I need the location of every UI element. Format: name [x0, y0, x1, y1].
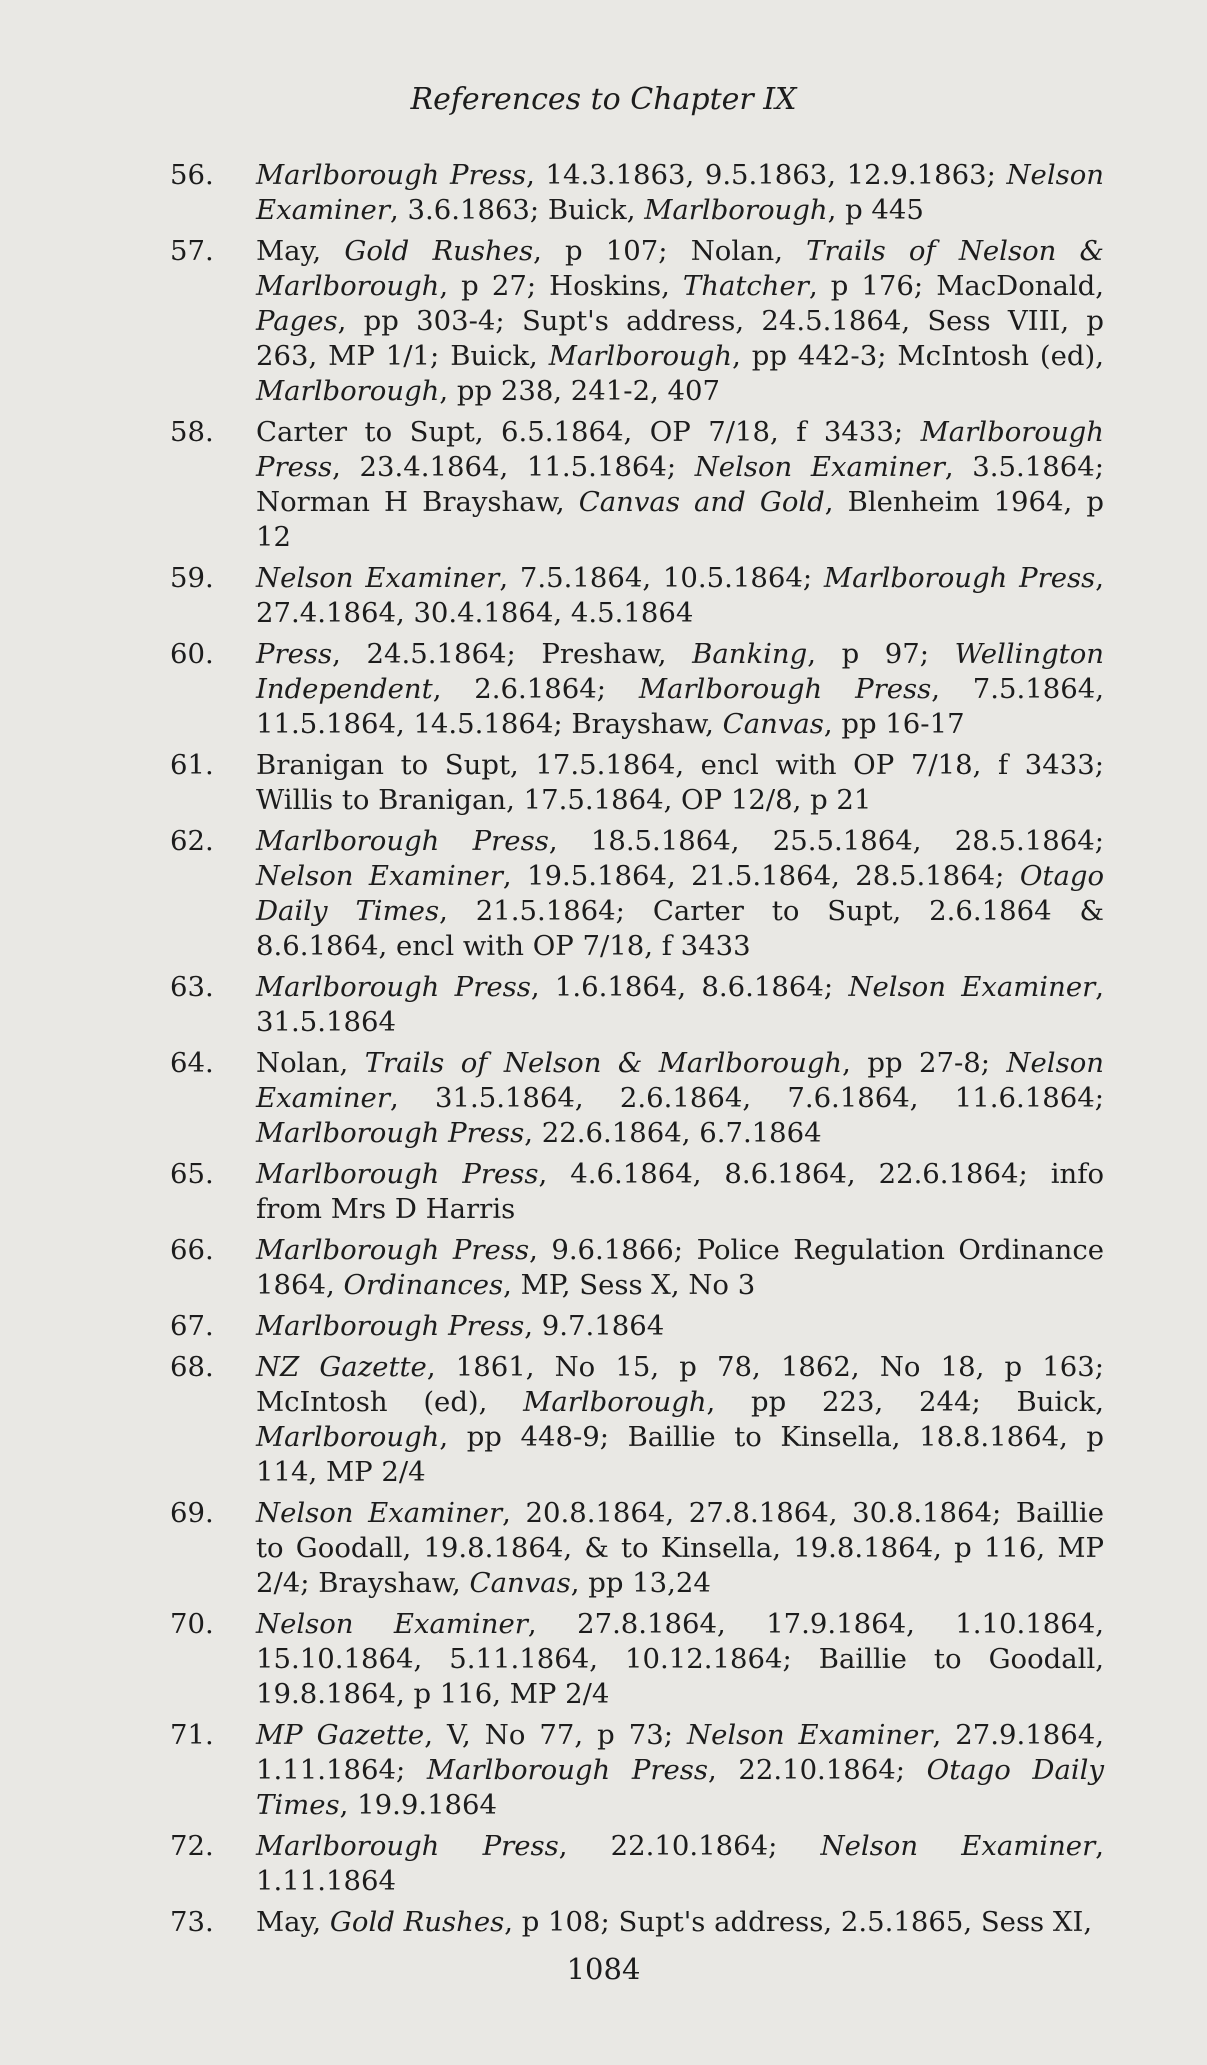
reference-note — [170, 1496, 1104, 1601]
note-text — [256, 1046, 1104, 1151]
citation-text: , 27.8.1864, 17.9.1864, 1.10.1864, 15.10.1864, 5.11.1864, 10.12.1864; Baillie to Goodall, 19.8.1864, p 116, MP 2/4 — [256, 1608, 1104, 1710]
reference-note — [170, 1157, 1104, 1227]
citation-text: , 22.6.1864, 6.7.1864 — [524, 1117, 822, 1149]
citation-text: , 4.6.1864, 8.6.1864, 22.6.1864; info from Mrs D Harris — [256, 1158, 1105, 1225]
note-number: 61. — [170, 749, 214, 781]
note-number: 60. — [170, 638, 214, 670]
cited-title: Marlborough Press — [256, 1830, 559, 1862]
citation-text: , 20.8.1864, 27.8.1864, 30.8.1864; Baillie to Goodall, 19.8.1864, & to Kinsella, 19.8.1864, p 116, MP 2/4; Brayshaw, — [256, 1497, 1104, 1599]
cited-title: Marlborough Press — [638, 673, 932, 705]
cited-title: Marlborough — [548, 340, 733, 372]
cited-title: Marlborough — [644, 194, 828, 226]
citation-text: Nolan, — [256, 1047, 365, 1079]
cited-title: Nelson Examiner — [256, 860, 503, 892]
note-text — [256, 1718, 1104, 1823]
citation-text: , 23.4.1864, 11.5.1864; — [332, 451, 695, 483]
note-text — [256, 748, 1104, 818]
citation-text: May, — [256, 1906, 330, 1938]
running-head: References to Chapter IX — [410, 82, 797, 117]
cited-title: Marlborough — [256, 375, 440, 407]
cited-title: Canvas — [469, 1567, 571, 1599]
cited-title: Gold Rushes — [344, 235, 534, 267]
citation-text: , 3.6.1863; Buick, — [389, 194, 645, 226]
cited-title: Canvas — [722, 708, 824, 740]
citation-text: , 2.6.1864; — [432, 673, 639, 705]
citation-text: May, — [256, 235, 345, 267]
reference-note — [170, 1607, 1104, 1712]
note-text — [256, 415, 1104, 555]
citation-text: , 7.5.1864, 10.5.1864; — [499, 562, 824, 594]
reference-note — [170, 1309, 1104, 1344]
cited-title: Otago Daily Times — [256, 860, 1104, 927]
note-text — [256, 824, 1104, 964]
note-number: 68. — [170, 1351, 214, 1383]
cited-title: Trails of Nelson & Marlborough — [364, 1047, 843, 1079]
cited-title: Trails of Nelson & Marlborough — [256, 235, 1105, 302]
citation-text: , p 176; MacDonald, — [808, 270, 1104, 302]
note-text — [256, 1350, 1104, 1490]
note-number: 59. — [170, 562, 214, 594]
cited-title: Pages — [256, 305, 338, 337]
cited-title: Marlborough Press — [256, 159, 527, 191]
citation-text: , pp 16-17 — [823, 708, 965, 740]
note-text — [256, 1233, 1104, 1303]
citation-text: , p 97; — [807, 638, 955, 670]
reference-note — [170, 1350, 1104, 1490]
citation-text: , 31.5.1864, 2.6.1864, 7.6.1864, 11.6.1864; — [389, 1082, 1104, 1114]
cited-title: Press — [256, 638, 333, 670]
note-number: 63. — [170, 971, 214, 1003]
cited-title: Marlborough — [523, 1386, 707, 1418]
citation-text: , V, No 77, p 73; — [424, 1719, 688, 1751]
cited-title: MP Gazette — [256, 1719, 425, 1751]
citation-text: , pp 27-8; — [842, 1047, 1007, 1079]
citation-text: , 1861, No 15, p 78, 1862, No 18, p 163; McIntosh (ed), — [256, 1351, 1105, 1418]
reference-note — [170, 1905, 1104, 1940]
citation-text: , p 107; Nolan, — [533, 235, 807, 267]
note-number: 72. — [170, 1830, 214, 1862]
reference-note — [170, 234, 1104, 409]
reference-note — [170, 1233, 1104, 1303]
citation-text: , 9.6.1866; Police Regulation Ordinance 1864, — [256, 1234, 1105, 1301]
cited-title: Nelson Examiner — [256, 1047, 1104, 1114]
citation-text: , 19.5.1864, 21.5.1864, 28.5.1864; — [502, 860, 1020, 892]
citation-text: , p 108; Supt's address, 2.5.1865, Sess XI, — [504, 1906, 1093, 1938]
cited-title: Ordinances — [343, 1269, 504, 1301]
cited-title: Nelson Examiner — [848, 971, 1096, 1003]
citation-text: , pp 448-9; Baillie to Kinsella, 18.8.1864, p 114, MP 2/4 — [256, 1421, 1104, 1488]
reference-note — [170, 1046, 1104, 1151]
reference-note — [170, 1829, 1104, 1899]
reference-note — [170, 970, 1104, 1040]
note-text — [256, 1905, 1104, 1940]
cited-title: Nelson Examiner — [256, 1497, 503, 1529]
citation-text: , p 27; Hoskins, — [439, 270, 683, 302]
cited-title: Marlborough Press — [256, 1117, 525, 1149]
cited-title: Marlborough Press — [256, 825, 549, 857]
citation-text: , 1.11.1864 — [256, 1830, 1104, 1897]
citation-text: , 9.7.1864 — [524, 1310, 665, 1342]
cited-title: NZ Gazette — [256, 1351, 427, 1383]
cited-title: Nelson Examiner — [820, 1830, 1096, 1862]
citation-text: , 7.5.1864, 11.5.1864, 14.5.1864; Brayshaw, — [256, 673, 1105, 740]
citation-text: Branigan to Supt, 17.5.1864, encl with OP 7/18, f 3433; Willis to Branigan, 17.5.1864, OP 12/8, p 21 — [256, 749, 1104, 816]
cited-title: Marlborough Press — [426, 1754, 708, 1786]
note-text — [256, 1829, 1104, 1899]
cited-title: Marlborough Press — [823, 562, 1096, 594]
citation-text: , 22.10.1864; — [558, 1830, 821, 1862]
note-text — [256, 158, 1104, 228]
note-number: 64. — [170, 1047, 214, 1079]
note-number: 71. — [170, 1719, 214, 1751]
cited-title: Marlborough Press — [256, 971, 531, 1003]
note-text — [256, 970, 1104, 1040]
citation-text: Carter to Supt, 6.5.1864, OP 7/18, f 3433; — [256, 416, 921, 448]
citation-text: , 3.5.1864; Norman H Brayshaw, — [256, 451, 1104, 518]
cited-title: Otago Daily Times — [256, 1754, 1105, 1821]
note-number: 66. — [170, 1234, 214, 1266]
citation-text: , pp 442-3; McIntosh (ed), — [732, 340, 1104, 372]
citation-text: , pp 303-4; Supt's address, 24.5.1864, Sess VIII, p 263, MP 1/1; Buick, — [256, 305, 1104, 372]
note-number: 67. — [170, 1310, 214, 1342]
reference-note — [170, 561, 1104, 631]
note-number: 58. — [170, 416, 214, 448]
reference-note — [170, 748, 1104, 818]
reference-note — [170, 824, 1104, 964]
note-text — [256, 1496, 1104, 1601]
note-number: 73. — [170, 1906, 214, 1938]
note-number: 70. — [170, 1608, 214, 1640]
reference-note — [170, 637, 1104, 742]
note-text — [256, 1157, 1104, 1227]
note-text — [256, 1607, 1104, 1712]
cited-title: Thatcher — [682, 270, 809, 302]
reference-note — [170, 415, 1104, 555]
cited-title: Nelson Examiner — [256, 1608, 528, 1640]
reference-notes-list — [170, 158, 1104, 1946]
cited-title: Nelson Examiner — [256, 159, 1104, 226]
citation-text: , 18.5.1864, 25.5.1864, 28.5.1864; — [548, 825, 1104, 857]
note-number: 65. — [170, 1158, 214, 1190]
reference-note — [170, 158, 1104, 228]
citation-text: , pp 13,24 — [570, 1567, 711, 1599]
citation-text: , 22.10.1864; — [707, 1754, 927, 1786]
citation-text: , pp 223, 244; Buick, — [706, 1386, 1105, 1418]
cited-title: Canvas and Gold — [578, 486, 825, 518]
cited-title: Nelson Examiner — [256, 562, 500, 594]
note-text — [256, 234, 1104, 409]
note-number: 69. — [170, 1497, 214, 1529]
cited-title: Gold Rushes — [329, 1906, 505, 1938]
reference-note — [170, 1718, 1104, 1823]
cited-title: Marlborough Press — [256, 1158, 539, 1190]
citation-text: , pp 238, 241-2, 407 — [439, 375, 721, 407]
citation-text: , 19.9.1864 — [339, 1789, 498, 1821]
citation-text: , 1.6.1864, 8.6.1864; — [530, 971, 849, 1003]
note-text — [256, 637, 1104, 742]
citation-text: , 31.5.1864 — [256, 971, 1104, 1038]
citation-text: , 14.3.1863, 9.5.1863, 12.9.1863; — [526, 159, 1007, 191]
cited-title: Marlborough Press — [256, 416, 1104, 483]
citation-text: , 24.5.1864; Preshaw, — [332, 638, 693, 670]
citation-text: , p 445 — [827, 194, 924, 226]
note-number: 57. — [170, 235, 214, 267]
cited-title: Nelson Examiner — [687, 1719, 933, 1751]
cited-title: Wellington Independent — [256, 638, 1104, 705]
note-number: 56. — [170, 159, 214, 191]
citation-text: , MP, Sess X, No 3 — [503, 1269, 756, 1301]
citation-text: , 27.4.1864, 30.4.1864, 4.5.1864 — [256, 562, 1104, 629]
cited-title: Marlborough — [256, 1421, 440, 1453]
note-text — [256, 561, 1104, 631]
cited-title: Marlborough Press — [256, 1310, 525, 1342]
note-number: 62. — [170, 825, 214, 857]
citation-text: , Blenheim 1964, p 12 — [256, 486, 1104, 553]
cited-title: Marlborough Press — [256, 1234, 530, 1266]
cited-title: Banking — [692, 638, 808, 670]
citation-text: , 27.9.1864, 1.11.1864; — [256, 1719, 1105, 1786]
citation-text: , 21.5.1864; Carter to Supt, 2.6.1864 & 8.6.1864, encl with OP 7/18, f 3433 — [256, 895, 1104, 962]
page-number: 1084 — [566, 1952, 641, 1986]
note-text — [256, 1309, 1104, 1344]
cited-title: Nelson Examiner — [694, 451, 945, 483]
